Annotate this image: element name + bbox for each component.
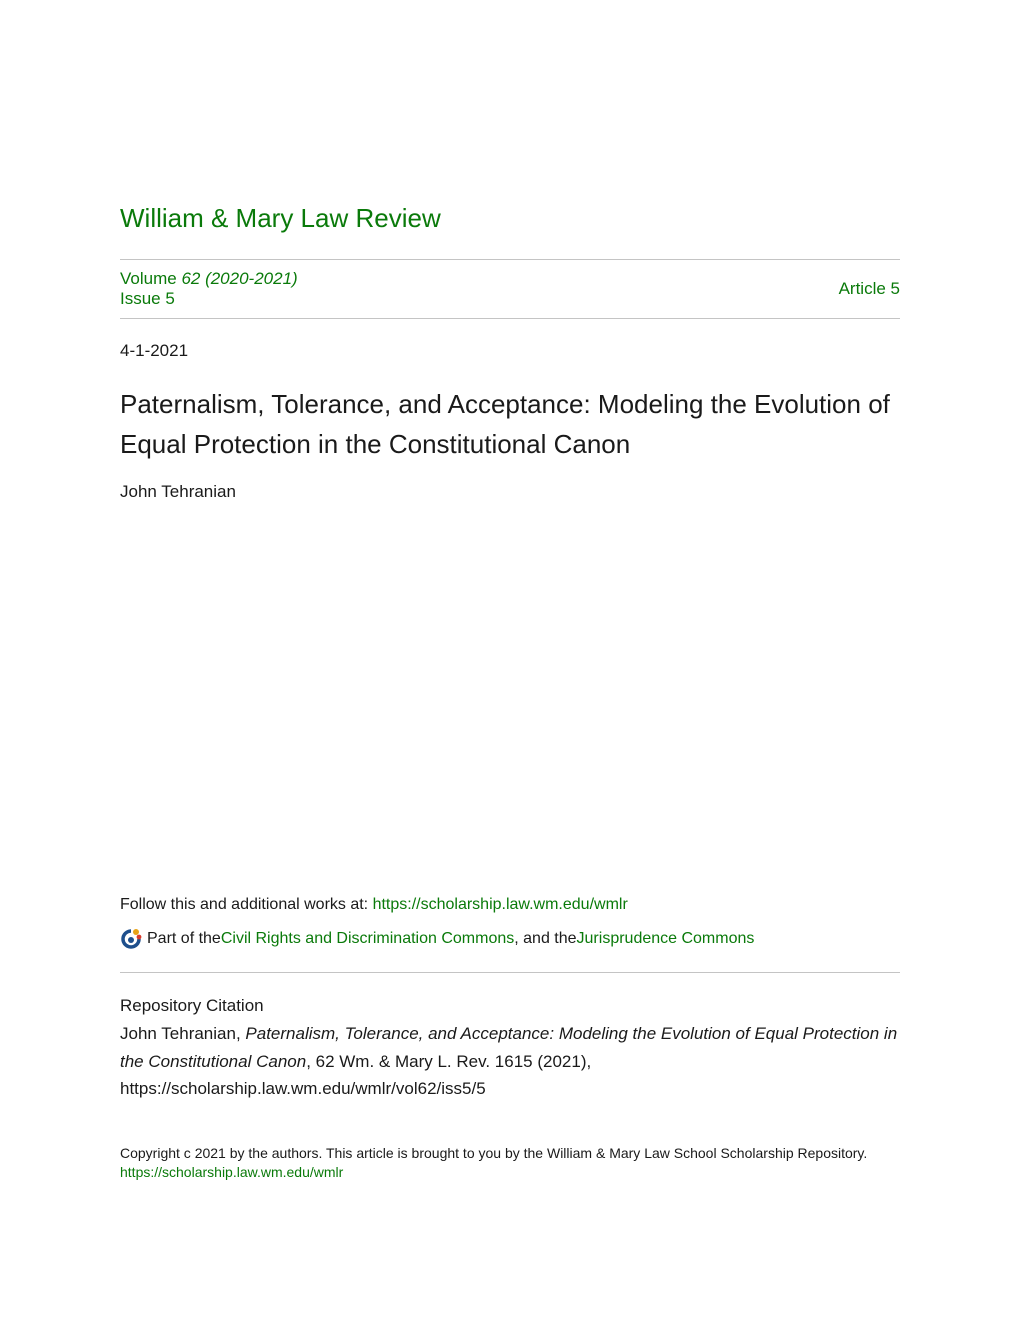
follow-line [120, 896, 628, 914]
follow-prefix: Follow this and additional works at: [120, 896, 373, 913]
civil-rights-commons-link[interactable]: Civil Rights and Discrimination Commons [220, 930, 515, 947]
jurisprudence-commons-link[interactable]: Jurisprudence Commons [576, 930, 755, 947]
volume-line [120, 269, 298, 288]
citation-author: John Tehranian, [120, 1024, 246, 1043]
copyright-notice [120, 1144, 900, 1182]
article-number[interactable]: Article 5 [838, 279, 900, 298]
author-name: John Tehranian [120, 482, 236, 501]
network-icon [120, 928, 142, 950]
divider-top [120, 259, 900, 260]
citation-text [120, 1020, 900, 1103]
divider-bottom [120, 972, 900, 973]
part-of-middle: , and the [514, 930, 577, 947]
part-of-prefix: Part of the [147, 930, 221, 947]
copyright-link[interactable]: https://scholarship.law.wm.edu/wmlr [120, 1164, 344, 1180]
follow-link[interactable]: https://scholarship.law.wm.edu/wmlr [372, 896, 628, 913]
part-of-line [120, 928, 754, 950]
citation-heading: Repository Citation [120, 996, 264, 1015]
copyright-text: Copyright c 2021 by the authors. This article is brought to you by the William & Mary Law School Scholarship Repository. [120, 1145, 868, 1161]
article-title: Paternalism, Tolerance, and Acceptance: Modeling the Evolution of Equal Protection in the Constitutional Canon [120, 389, 890, 459]
divider-mid [120, 318, 900, 319]
citation-title: Paternalism, Tolerance, and Acceptance: Modeling the Evolution of Equal Protection in the Constitutional Canon [120, 1024, 898, 1071]
issue-link[interactable]: Issue 5 [120, 289, 175, 308]
volume-number[interactable]: 62 (2020-2021) [181, 269, 298, 288]
publication-date: 4-1-2021 [120, 341, 189, 360]
citation-rest: , 62 Wm. & Mary L. Rev. 1615 (2021), https://scholarship.law.wm.edu/wmlr/vol62/iss5/5 [120, 1051, 592, 1098]
journal-name[interactable]: William & Mary Law Review [120, 203, 441, 233]
volume-label: Volume [120, 269, 177, 288]
